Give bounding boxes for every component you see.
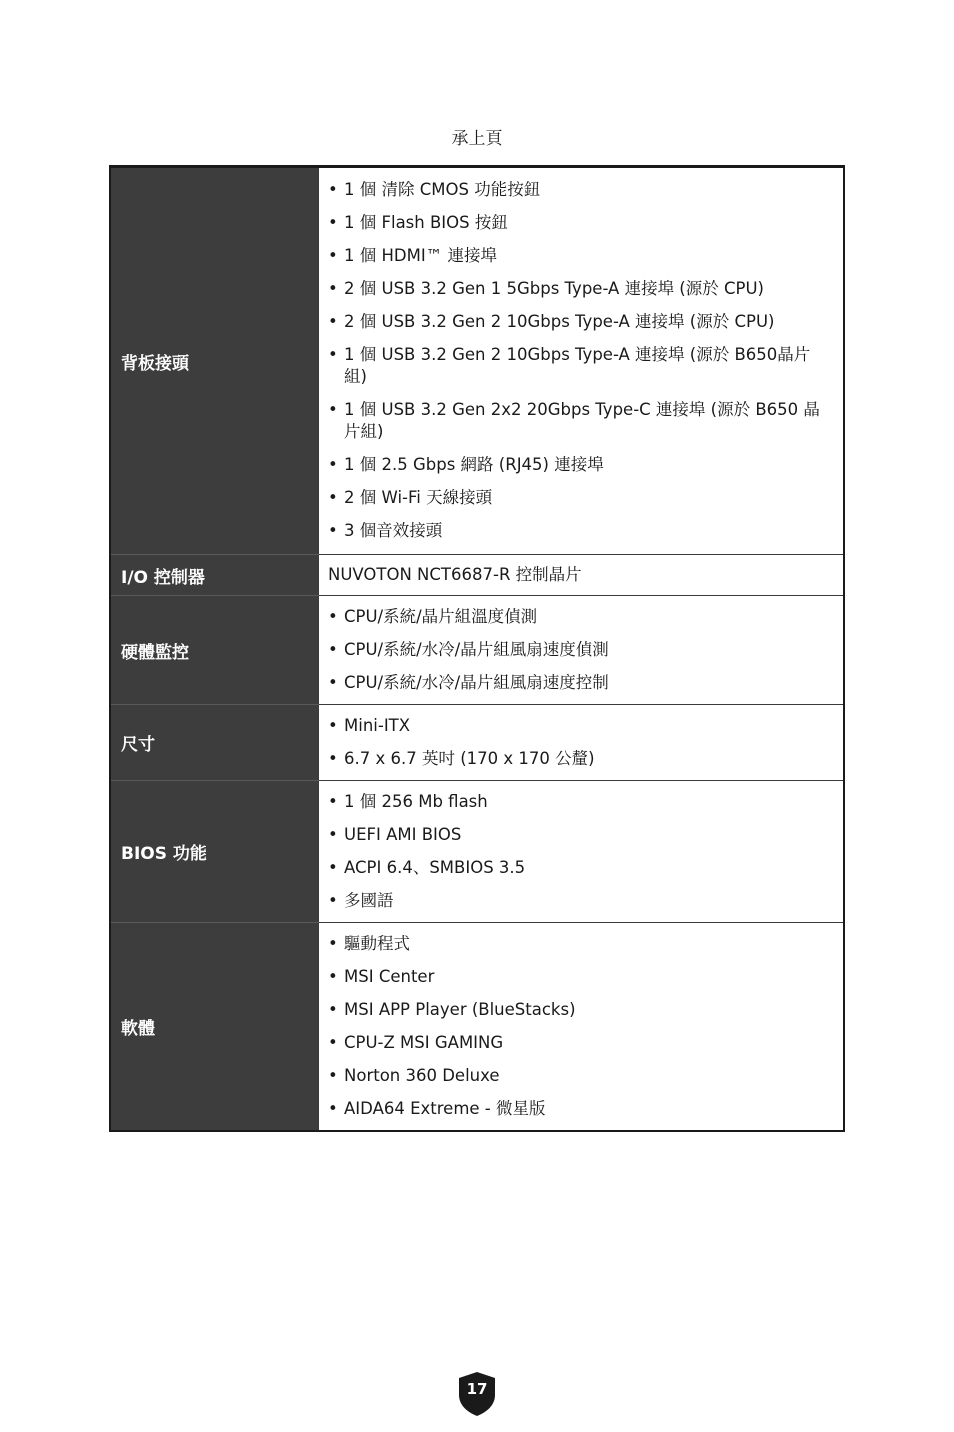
row-label-io-controller: I/O 控制器 bbox=[110, 555, 319, 596]
list-item: • CPU/系統/晶片組溫度偵測 bbox=[328, 606, 833, 628]
spec-table bbox=[109, 165, 845, 1132]
list-item: • AIDA64 Extreme - 微星版 bbox=[328, 1098, 833, 1120]
table-row bbox=[110, 705, 844, 781]
list-item: • Mini-ITX bbox=[328, 715, 833, 737]
spec-list bbox=[328, 606, 833, 694]
table-row bbox=[110, 923, 844, 1132]
list-item: • Norton 360 Deluxe bbox=[328, 1065, 833, 1087]
list-item: • 2 個 USB 3.2 Gen 2 10Gbps Type-A 連接埠 (源於 CPU) bbox=[328, 311, 833, 333]
list-item: • ACPI 6.4、SMBIOS 3.5 bbox=[328, 857, 833, 879]
list-item: • 1 個 2.5 Gbps 網路 (RJ45) 連接埠 bbox=[328, 454, 833, 476]
list-item: • 多國語 bbox=[328, 890, 833, 912]
row-label-bios-features: BIOS 功能 bbox=[110, 781, 319, 923]
list-item: • 3 個音效接頭 bbox=[328, 520, 833, 542]
continued-label: 承上頁 bbox=[451, 129, 503, 149]
row-label-hardware-monitor: 硬體監控 bbox=[110, 596, 319, 705]
row-value-bios-features bbox=[319, 781, 845, 923]
row-label-dimensions: 尺寸 bbox=[110, 705, 319, 781]
row-label-software: 軟體 bbox=[110, 923, 319, 1132]
list-item: • CPU/系統/水冷/晶片組風扇速度控制 bbox=[328, 672, 833, 694]
spec-list bbox=[328, 715, 833, 770]
list-item: • MSI Center bbox=[328, 966, 833, 988]
spec-list bbox=[328, 179, 833, 542]
list-item: • 驅動程式 bbox=[328, 933, 833, 955]
list-item: • CPU-Z MSI GAMING bbox=[328, 1032, 833, 1054]
spec-list bbox=[328, 933, 833, 1120]
list-item: • CPU/系統/水冷/晶片組風扇速度偵測 bbox=[328, 639, 833, 661]
list-item: • UEFI AMI BIOS bbox=[328, 824, 833, 846]
list-item: • 1 個 Flash BIOS 按鈕 bbox=[328, 212, 833, 234]
list-item: • 1 個 HDMI™ 連接埠 bbox=[328, 245, 833, 267]
row-value-rear-io bbox=[319, 167, 845, 555]
row-value-dimensions bbox=[319, 705, 845, 781]
io-controller-text: NUVOTON NCT6687-R 控制晶片 bbox=[328, 565, 582, 584]
page-number-badge bbox=[458, 1371, 496, 1417]
list-item: • MSI APP Player (BlueStacks) bbox=[328, 999, 833, 1021]
row-value-io-controller bbox=[319, 555, 845, 596]
list-item: • 2 個 USB 3.2 Gen 1 5Gbps Type-A 連接埠 (源於 CPU) bbox=[328, 278, 833, 300]
list-item: • 1 個 USB 3.2 Gen 2 10Gbps Type-A 連接埠 (源於 B650晶片組) bbox=[328, 344, 833, 388]
table-row bbox=[110, 167, 844, 555]
list-item: • 1 個 256 Mb flash bbox=[328, 791, 833, 813]
spec-list bbox=[328, 791, 833, 912]
table-row bbox=[110, 596, 844, 705]
table-row bbox=[110, 555, 844, 596]
list-item: • 1 個 清除 CMOS 功能按鈕 bbox=[328, 179, 833, 201]
list-item: • 2 個 Wi-Fi 天線接頭 bbox=[328, 487, 833, 509]
row-value-hardware-monitor bbox=[319, 596, 845, 705]
list-item: • 1 個 USB 3.2 Gen 2x2 20Gbps Type-C 連接埠 (源於 B650 晶片組) bbox=[328, 399, 833, 443]
row-label-rear-io: 背板接頭 bbox=[110, 167, 319, 555]
table-row bbox=[110, 781, 844, 923]
list-item: • 6.7 x 6.7 英吋 (170 x 170 公釐) bbox=[328, 748, 833, 770]
row-value-software bbox=[319, 923, 845, 1132]
page-number: 17 bbox=[466, 1380, 488, 1398]
